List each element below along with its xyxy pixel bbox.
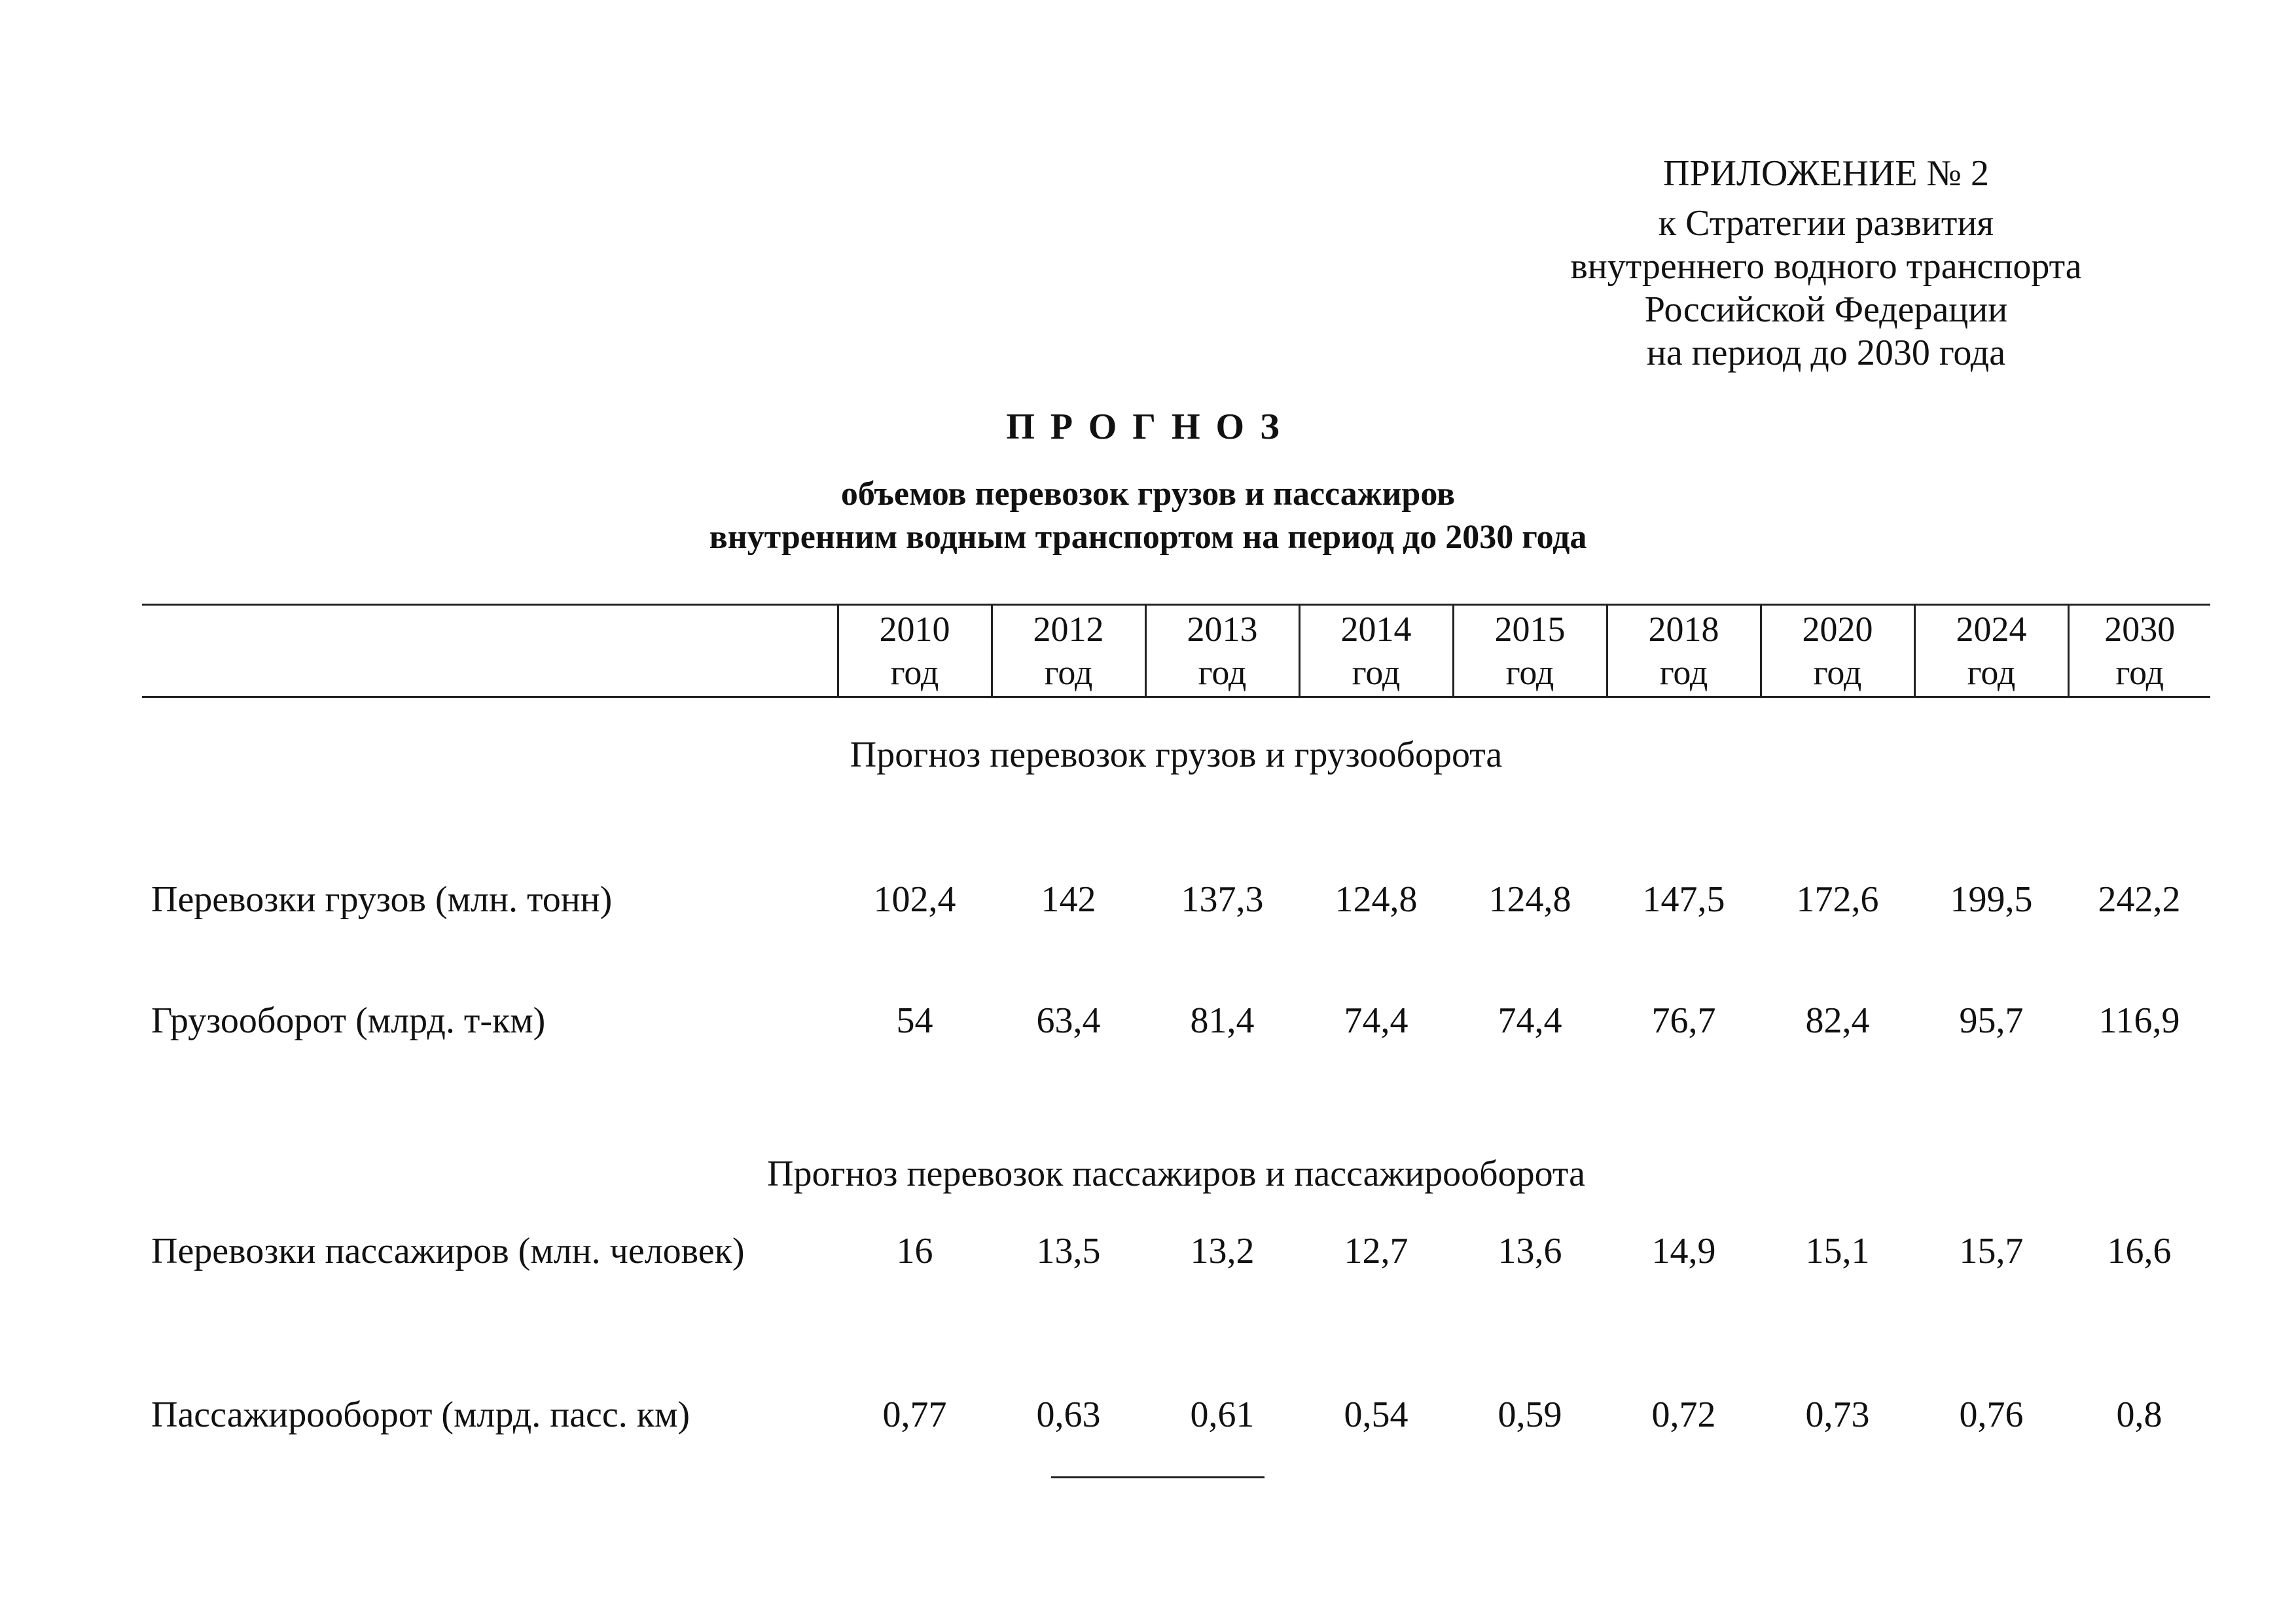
forecast-table	[142, 604, 2210, 1497]
table-cell: 0,73	[1805, 1395, 1870, 1435]
table-cell: 102,4	[873, 879, 956, 920]
header-year-2010: 2010 год	[838, 605, 992, 697]
section-title-cargo: Прогноз перевозок грузов и грузооборота	[850, 735, 1503, 775]
annex-title: ПРИЛОЖЕНИЕ № 2	[1663, 153, 1989, 194]
table-cell: 16,6	[2107, 1231, 2172, 1271]
section-title-passengers: Прогноз перевозок пассажиров и пассажирооборота	[767, 1154, 1585, 1194]
table-cell: 74,4	[1498, 1000, 1562, 1041]
table-cell: 12,7	[1344, 1231, 1408, 1271]
table-cell: 0,59	[1498, 1395, 1562, 1435]
table-cell: 13,2	[1190, 1231, 1255, 1271]
table-cell: 124,8	[1335, 879, 1418, 920]
table-cell: 137,3	[1181, 879, 1264, 920]
table-cell: 13,6	[1498, 1231, 1562, 1271]
section-row-passengers	[142, 1070, 2210, 1215]
table-body	[142, 697, 2210, 1497]
row-label-passengers: Перевозки пассажиров (млн. человек)	[151, 1231, 745, 1271]
header-year-2015: 2015 год	[1453, 605, 1607, 697]
table-cell: 116,9	[2098, 1000, 2180, 1041]
header-year-2024: 2024 год	[1914, 605, 2068, 697]
annex-line-1: к Стратегии развития	[1658, 203, 1994, 244]
table-cell: 124,8	[1488, 879, 1571, 920]
header-year-2018: 2018 год	[1607, 605, 1761, 697]
header-year-2013: 2013 год	[1145, 605, 1299, 697]
row-label-cargo-turnover: Грузооборот (млрд. т-км)	[151, 1000, 546, 1041]
header-year-2020: 2020 год	[1761, 605, 1914, 697]
table-cell: 172,6	[1796, 879, 1879, 920]
document-subtitle	[0, 473, 2296, 559]
table-cell: 199,5	[1950, 879, 2033, 920]
section-row-cargo	[142, 697, 2210, 806]
subtitle-line-2: внутренним водным транспортом на период до 2030 года	[709, 519, 1587, 556]
table-cell: 142	[1041, 879, 1096, 920]
annex-line-4: на период до 2030 года	[1646, 333, 2006, 373]
table-cell: 13,5	[1036, 1231, 1101, 1271]
subtitle-line-1: объемов перевозок грузов и пассажиров	[840, 475, 1456, 513]
row-label-cargo: Перевозки грузов (млн. тонн)	[151, 879, 613, 920]
table-cell: 0,72	[1651, 1395, 1716, 1435]
row-label-passenger-turnover: Пассажирооборот (млрд. пасс. км)	[151, 1395, 691, 1435]
table-cell: 0,54	[1344, 1395, 1408, 1435]
table-cell: 147,5	[1642, 879, 1725, 920]
header-year-2030: 2030 год	[2068, 605, 2210, 697]
forecast-table-wrapper	[142, 604, 2181, 1497]
table-row-cargo	[142, 805, 2210, 972]
table-cell: 15,7	[1959, 1231, 2024, 1271]
table-cell: 74,4	[1344, 1000, 1408, 1041]
header-empty-cell	[142, 605, 838, 697]
annex-line-3: Российской Федерации	[1644, 289, 2008, 330]
table-cell: 76,7	[1651, 1000, 1716, 1041]
table-cell: 15,1	[1805, 1231, 1870, 1271]
table-cell: 242,2	[2098, 879, 2181, 920]
document-title: ПРОГНОЗ	[1006, 407, 1295, 447]
table-cell: 82,4	[1805, 1000, 1870, 1041]
header-year-2014: 2014 год	[1299, 605, 1453, 697]
table-row-passengers	[142, 1215, 2210, 1287]
header-row	[142, 605, 2210, 697]
annex-block	[1525, 152, 2127, 374]
table-row-cargo-turnover	[142, 972, 2210, 1070]
header-year-2012: 2012 год	[992, 605, 1145, 697]
table-cell: 95,7	[1959, 1000, 2024, 1041]
table-cell: 0,76	[1959, 1395, 2024, 1435]
table-cell: 0,61	[1190, 1395, 1255, 1435]
table-cell: 81,4	[1190, 1000, 1255, 1041]
table-cell: 0,63	[1036, 1395, 1101, 1435]
annex-line-2: внутреннего водного транспорта	[1570, 246, 2082, 287]
closing-divider	[1051, 1476, 1265, 1478]
table-header	[142, 605, 2210, 697]
table-cell: 63,4	[1036, 1000, 1101, 1041]
table-cell: 0,8	[2116, 1395, 2162, 1435]
table-cell: 14,9	[1651, 1231, 1716, 1271]
table-cell: 16	[896, 1231, 933, 1271]
table-cell: 54	[896, 1000, 933, 1041]
table-cell: 0,77	[882, 1395, 947, 1435]
table-row-passenger-turnover	[142, 1287, 2210, 1497]
